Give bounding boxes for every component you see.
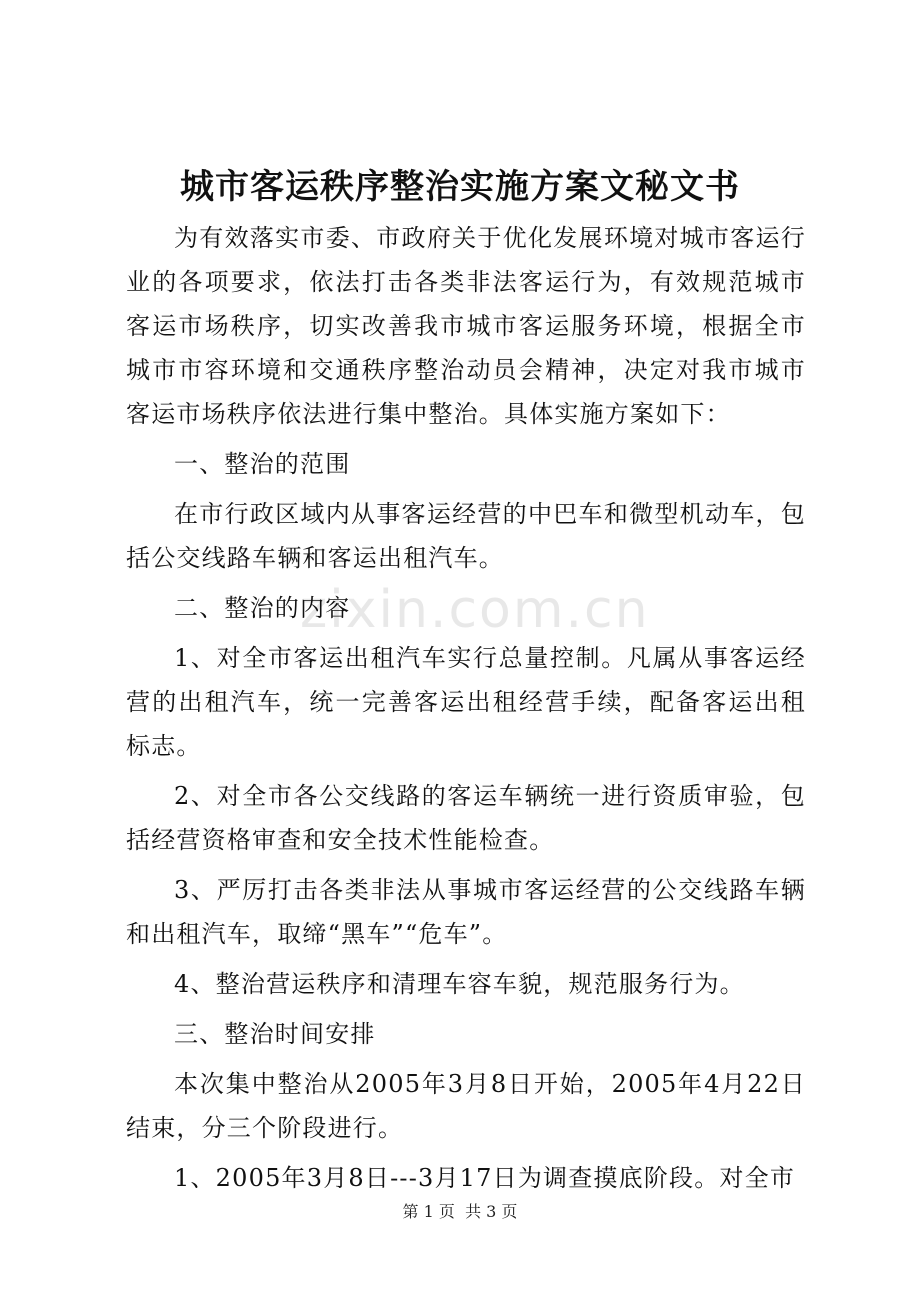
paragraph-item-2: 2、对全市各公交线路的客运车辆统一进行资质审验，包括经营资格审查和安全技术性能检查。: [126, 782, 806, 854]
paragraph-item-1: 1、对全市客运出租汽车实行总量控制。凡属从事客运经营的出租汽车，统一完善客运出租经营手续，配备客运出租标志。: [126, 644, 806, 760]
page-footer: [0, 1200, 920, 1224]
paragraph-phase-1: 1、2005年3月8日---3月17日为调查摸底阶段。对全市: [174, 1164, 796, 1192]
paragraph-scope: 在市行政区域内从事客运经营的中巴车和微型机动车，包括公交线路车辆和客运出租汽车。: [126, 500, 806, 572]
section-heading-content: 二、整治的内容: [174, 594, 351, 622]
paragraph-item-4: 4、整治营运秩序和清理车容车貌，规范服务行为。: [174, 970, 745, 998]
paragraph-intro: 为有效落实市委、市政府关于优化发展环境对城市客运行业的各项要求，依法打击各类非法客运行为，有效规范城市客运市场秩序，切实改善我市城市客运服务环境，根据全市城市市容环境和交通秩序整治动员会精神，决定对我市城市客运市场秩序依法进行集中整治。具体实施方案如下：: [126, 224, 806, 428]
section-heading-schedule: 三、整治时间安排: [174, 1020, 376, 1048]
document-body: [126, 216, 806, 1206]
document-title: 城市客运秩序整治实施方案文秘文书: [180, 167, 740, 207]
watermark: zixin.com.cn: [300, 580, 650, 640]
page-number-label: 第 1 页 共 3 页: [402, 1202, 518, 1221]
paragraph-item-3: 3、严厉打击各类非法从事城市客运经营的公交线路车辆和出租汽车，取缔“黑车”“危车”。: [126, 876, 806, 948]
section-heading-scope: 一、整治的范围: [174, 450, 351, 478]
paragraph-schedule: 本次集中整治从2005年3月8日开始，2005年4月22日结束，分三个阶段进行。: [126, 1070, 806, 1142]
